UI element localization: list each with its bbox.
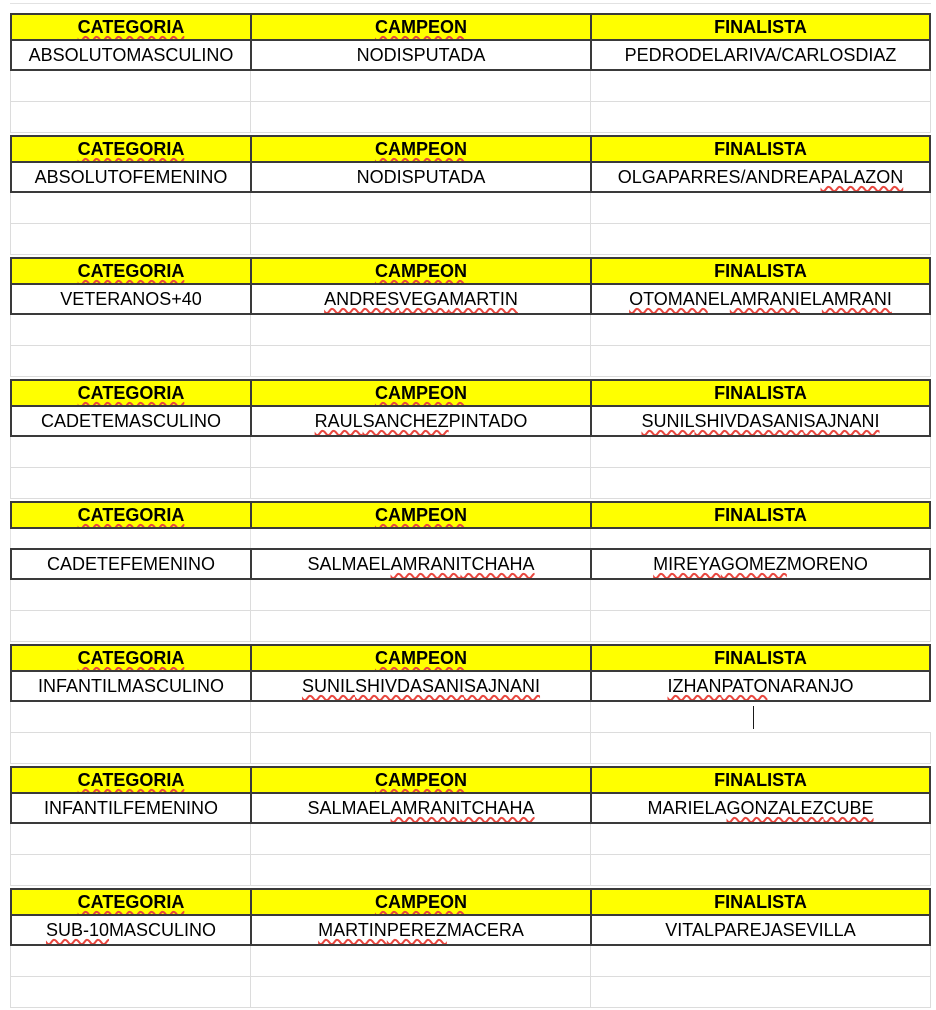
results-table bbox=[10, 888, 931, 1008]
word: SEVILLA bbox=[782, 919, 856, 940]
word: / bbox=[740, 166, 746, 187]
word: DIAZ bbox=[855, 44, 897, 65]
misspelled-word: CATEGORIA bbox=[77, 16, 185, 37]
empty-cell[interactable] bbox=[10, 346, 250, 377]
empty-row bbox=[10, 977, 931, 1008]
header-cell-categoria[interactable] bbox=[10, 501, 250, 529]
empty-row bbox=[10, 224, 931, 255]
gap-cell[interactable] bbox=[250, 529, 590, 548]
header-cell-categoria[interactable] bbox=[10, 13, 250, 41]
word: MARIELA bbox=[647, 797, 727, 818]
empty-cell[interactable] bbox=[250, 977, 590, 1008]
empty-cell[interactable] bbox=[250, 580, 590, 611]
misspelled-word: SUNIL bbox=[301, 675, 355, 696]
misspelled-word: MARTIN bbox=[449, 288, 518, 309]
header-cell-campeon[interactable] bbox=[250, 888, 590, 916]
header-cell-categoria[interactable] bbox=[10, 644, 250, 672]
empty-row bbox=[10, 193, 931, 224]
results-table bbox=[10, 501, 931, 642]
empty-cell[interactable] bbox=[250, 946, 590, 977]
empty-cell[interactable] bbox=[10, 855, 250, 886]
empty-cell[interactable] bbox=[590, 224, 931, 255]
misspelled-word: PALAZON bbox=[820, 166, 904, 187]
word: FINALISTA bbox=[714, 138, 807, 159]
misspelled-word: CATEGORIA bbox=[77, 260, 185, 281]
empty-row bbox=[10, 855, 931, 886]
category-cell[interactable] bbox=[10, 163, 250, 193]
empty-cell[interactable] bbox=[590, 824, 931, 855]
header-cell-campeon[interactable] bbox=[250, 13, 590, 41]
word: MASCULINO bbox=[117, 675, 225, 696]
word: FEMENINO bbox=[120, 553, 216, 574]
empty-cell[interactable] bbox=[250, 71, 590, 102]
word: FINALISTA bbox=[714, 260, 807, 281]
word: PAREJA bbox=[713, 919, 783, 940]
empty-row bbox=[10, 437, 931, 468]
empty-cell[interactable] bbox=[10, 733, 250, 764]
empty-cell[interactable] bbox=[10, 224, 250, 255]
misspelled-word: CATEGORIA bbox=[77, 382, 185, 403]
empty-cell[interactable] bbox=[10, 315, 250, 346]
word: DISPUTADA bbox=[383, 166, 486, 187]
empty-cell[interactable] bbox=[590, 977, 931, 1008]
empty-row bbox=[10, 468, 931, 499]
category-cell[interactable] bbox=[10, 41, 250, 71]
empty-cell[interactable] bbox=[250, 224, 590, 255]
word: MORENO bbox=[786, 553, 868, 574]
word: PINTADO bbox=[448, 410, 528, 431]
finalist-cell[interactable] bbox=[590, 794, 931, 824]
word: INFANTIL bbox=[43, 797, 123, 818]
misspelled-word: AMRANI bbox=[821, 288, 892, 309]
data-row bbox=[10, 41, 931, 71]
word: EL bbox=[368, 553, 391, 574]
misspelled-word: ANDRES bbox=[324, 288, 400, 309]
misspelled-word: CATEGORIA bbox=[77, 769, 185, 790]
word: DE bbox=[688, 44, 714, 65]
header-cell-finalista[interactable] bbox=[590, 766, 931, 794]
empty-cell[interactable] bbox=[590, 580, 931, 611]
word: / bbox=[776, 44, 782, 65]
category-cell[interactable] bbox=[10, 548, 250, 580]
empty-cell[interactable] bbox=[10, 193, 250, 224]
misspelled-word: GONZALEZ bbox=[726, 797, 824, 818]
word: EL bbox=[368, 797, 391, 818]
empty-row bbox=[10, 580, 931, 611]
header-cell-categoria[interactable] bbox=[10, 135, 250, 163]
header-cell-campeon[interactable] bbox=[250, 257, 590, 285]
misspelled-word: SHIVDASANI bbox=[694, 410, 804, 431]
word: MASCULINO bbox=[114, 410, 222, 431]
misspelled-word: SUNIL bbox=[641, 410, 695, 431]
word: FEMENINO bbox=[132, 166, 228, 187]
empty-cell[interactable] bbox=[590, 468, 931, 499]
misspelled-word: CATEGORIA bbox=[77, 891, 185, 912]
empty-cell[interactable] bbox=[10, 580, 250, 611]
word: RIVA bbox=[735, 44, 777, 65]
header-cell-categoria[interactable] bbox=[10, 257, 250, 285]
finalist-cell[interactable] bbox=[590, 548, 931, 580]
empty-cell[interactable] bbox=[10, 437, 250, 468]
word: MASCULINO bbox=[126, 44, 234, 65]
misspelled-word: CAMPEON bbox=[374, 138, 467, 159]
empty-cell[interactable] bbox=[590, 855, 931, 886]
empty-cell[interactable] bbox=[250, 824, 590, 855]
results-table bbox=[10, 257, 931, 377]
data-row bbox=[10, 916, 931, 946]
misspelled-word: SANCHEZ bbox=[362, 410, 449, 431]
champion-cell[interactable] bbox=[250, 407, 590, 437]
finalist-cell[interactable] bbox=[590, 672, 931, 702]
empty-cell[interactable] bbox=[10, 71, 250, 102]
misspelled-word: SHIVDASANI bbox=[354, 675, 464, 696]
misspelled-word: CAMPEON bbox=[374, 504, 467, 525]
misspelled-word: GOMEZ bbox=[720, 553, 787, 574]
word: CADETE bbox=[40, 410, 114, 431]
data-row bbox=[10, 407, 931, 437]
champion-cell[interactable] bbox=[250, 285, 590, 315]
category-cell[interactable] bbox=[10, 407, 250, 437]
finalist-cell[interactable] bbox=[590, 407, 931, 437]
header-row bbox=[10, 644, 931, 672]
word: FINALISTA bbox=[714, 382, 807, 403]
misspelled-word: AMRANI bbox=[390, 797, 461, 818]
empty-cell[interactable] bbox=[250, 468, 590, 499]
empty-cell[interactable] bbox=[590, 315, 931, 346]
empty-row bbox=[10, 824, 931, 855]
sheet-top-gridline bbox=[10, 3, 931, 4]
misspelled-word: AMRANI bbox=[390, 553, 461, 574]
finalist-cell[interactable] bbox=[590, 41, 931, 71]
header-row bbox=[10, 13, 931, 41]
misspelled-word: VEGA bbox=[399, 288, 450, 309]
header-cell-categoria[interactable] bbox=[10, 888, 250, 916]
data-row bbox=[10, 548, 931, 580]
empty-cell[interactable] bbox=[250, 855, 590, 886]
spreadsheet-canvas bbox=[10, 13, 931, 1010]
gap-row bbox=[10, 529, 931, 548]
empty-cell[interactable] bbox=[250, 193, 590, 224]
header-cell-campeon[interactable] bbox=[250, 644, 590, 672]
finalist-cell[interactable] bbox=[590, 285, 931, 315]
empty-cell[interactable] bbox=[10, 468, 250, 499]
header-cell-campeon[interactable] bbox=[250, 135, 590, 163]
category-cell[interactable] bbox=[10, 285, 250, 315]
empty-cell[interactable] bbox=[250, 102, 590, 133]
misspelled-word: CAMPEON bbox=[374, 16, 467, 37]
header-cell-finalista[interactable] bbox=[590, 135, 931, 163]
empty-cell[interactable] bbox=[10, 977, 250, 1008]
empty-cell[interactable] bbox=[250, 315, 590, 346]
word: MACERA bbox=[446, 919, 524, 940]
misspelled-word: CAMPEON bbox=[374, 769, 467, 790]
champion-cell[interactable] bbox=[250, 548, 590, 580]
empty-cell[interactable] bbox=[590, 71, 931, 102]
misspelled-word: CAMPEON bbox=[374, 382, 467, 403]
misspelled-word: CATEGORIA bbox=[77, 504, 185, 525]
word: CARLOS bbox=[781, 44, 856, 65]
misspelled-word: CAMPEON bbox=[374, 260, 467, 281]
header-row bbox=[10, 257, 931, 285]
misspelled-word: CATEGORIA bbox=[77, 647, 185, 668]
word: FINALISTA bbox=[714, 891, 807, 912]
empty-cell[interactable] bbox=[250, 611, 590, 642]
empty-cell[interactable] bbox=[590, 702, 931, 733]
word: EL bbox=[707, 288, 730, 309]
empty-cell[interactable] bbox=[10, 611, 250, 642]
empty-cell[interactable] bbox=[590, 946, 931, 977]
misspelled-word: MIREYA bbox=[653, 553, 721, 574]
empty-cell[interactable] bbox=[590, 193, 931, 224]
results-table bbox=[10, 13, 931, 133]
data-row bbox=[10, 163, 931, 193]
misspelled-word: SAJNANI bbox=[803, 410, 880, 431]
empty-cell[interactable] bbox=[250, 733, 590, 764]
empty-cell[interactable] bbox=[10, 824, 250, 855]
word: FINALISTA bbox=[714, 647, 807, 668]
empty-cell[interactable] bbox=[250, 437, 590, 468]
champion-cell[interactable] bbox=[250, 916, 590, 946]
empty-cell[interactable] bbox=[250, 346, 590, 377]
word: FINALISTA bbox=[714, 16, 807, 37]
header-row bbox=[10, 888, 931, 916]
empty-cell[interactable] bbox=[10, 702, 250, 733]
word: FEMENINO bbox=[123, 797, 219, 818]
empty-cell[interactable] bbox=[250, 702, 590, 733]
header-cell-finalista[interactable] bbox=[590, 13, 931, 41]
header-cell-campeon[interactable] bbox=[250, 379, 590, 407]
word: SALMA bbox=[307, 553, 369, 574]
misspelled-word: SAJNANI bbox=[464, 675, 541, 696]
empty-cell[interactable] bbox=[10, 102, 250, 133]
misspelled-word: AMRANI bbox=[729, 288, 800, 309]
data-row bbox=[10, 794, 931, 824]
empty-row bbox=[10, 102, 931, 133]
misspelled-word: SUB-10 bbox=[45, 919, 109, 940]
header-cell-finalista[interactable] bbox=[590, 379, 931, 407]
misspelled-word: CAMPEON bbox=[374, 891, 467, 912]
empty-cell[interactable] bbox=[10, 946, 250, 977]
text-cursor bbox=[753, 706, 754, 729]
empty-cell[interactable] bbox=[590, 346, 931, 377]
header-cell-finalista[interactable] bbox=[590, 257, 931, 285]
champion-cell[interactable] bbox=[250, 794, 590, 824]
header-cell-campeon[interactable] bbox=[250, 501, 590, 529]
misspelled-word: CATEGORIA bbox=[77, 138, 185, 159]
empty-row bbox=[10, 702, 931, 733]
header-row bbox=[10, 135, 931, 163]
results-table bbox=[10, 135, 931, 255]
word: VETERANOS+40 bbox=[60, 288, 202, 309]
word: ANDREA bbox=[745, 166, 821, 187]
word: FINALISTA bbox=[714, 769, 807, 790]
header-cell-categoria[interactable] bbox=[10, 766, 250, 794]
word: NO bbox=[356, 166, 384, 187]
word: LA bbox=[713, 44, 736, 65]
finalist-cell[interactable] bbox=[590, 916, 931, 946]
word: NO bbox=[356, 44, 384, 65]
header-cell-campeon[interactable] bbox=[250, 766, 590, 794]
misspelled-word: CAMPEON bbox=[374, 647, 467, 668]
header-cell-finalista[interactable] bbox=[590, 888, 931, 916]
category-cell[interactable] bbox=[10, 672, 250, 702]
empty-cell[interactable] bbox=[590, 437, 931, 468]
word: PARRES bbox=[667, 166, 741, 187]
word: FINALISTA bbox=[714, 504, 807, 525]
empty-cell[interactable] bbox=[590, 611, 931, 642]
word: ABSOLUTO bbox=[34, 166, 133, 187]
empty-row bbox=[10, 946, 931, 977]
header-row bbox=[10, 379, 931, 407]
champion-cell[interactable] bbox=[250, 163, 590, 193]
word: SALMA bbox=[307, 797, 369, 818]
empty-row bbox=[10, 315, 931, 346]
results-table bbox=[10, 766, 931, 886]
word: NARANJO bbox=[767, 675, 854, 696]
category-cell[interactable] bbox=[10, 916, 250, 946]
data-row bbox=[10, 672, 931, 702]
category-cell[interactable] bbox=[10, 794, 250, 824]
word: OLGA bbox=[617, 166, 668, 187]
word: VITAL bbox=[665, 919, 714, 940]
header-cell-finalista[interactable] bbox=[590, 501, 931, 529]
word: INFANTIL bbox=[37, 675, 117, 696]
champion-cell[interactable] bbox=[250, 41, 590, 71]
misspelled-word: PATO bbox=[721, 675, 768, 696]
empty-cell[interactable] bbox=[590, 733, 931, 764]
misspelled-word: RAUL bbox=[314, 410, 363, 431]
finalist-cell[interactable] bbox=[590, 163, 931, 193]
empty-row bbox=[10, 733, 931, 764]
results-table bbox=[10, 379, 931, 499]
word: ABSOLUTO bbox=[28, 44, 127, 65]
gap-cell[interactable] bbox=[590, 529, 931, 548]
empty-row bbox=[10, 611, 931, 642]
data-row bbox=[10, 285, 931, 315]
header-row bbox=[10, 766, 931, 794]
empty-row bbox=[10, 346, 931, 377]
empty-cell[interactable] bbox=[590, 102, 931, 133]
word: DISPUTADA bbox=[383, 44, 486, 65]
header-cell-categoria[interactable] bbox=[10, 379, 250, 407]
results-table bbox=[10, 644, 931, 764]
empty-row bbox=[10, 71, 931, 102]
word: MASCULINO bbox=[109, 919, 217, 940]
misspelled-word: OTOMAN bbox=[629, 288, 708, 309]
misspelled-word: TCHAHA bbox=[460, 553, 535, 574]
word: PEDRO bbox=[624, 44, 689, 65]
header-cell-finalista[interactable] bbox=[590, 644, 931, 672]
champion-cell[interactable] bbox=[250, 672, 590, 702]
misspelled-word: MARTIN bbox=[318, 919, 387, 940]
word: EL bbox=[799, 288, 822, 309]
misspelled-word: TCHAHA bbox=[460, 797, 535, 818]
gap-cell[interactable] bbox=[10, 529, 250, 548]
header-row bbox=[10, 501, 931, 529]
misspelled-word: CUBE bbox=[823, 797, 874, 818]
misspelled-word: PEREZ bbox=[386, 919, 447, 940]
word: CADETE bbox=[46, 553, 120, 574]
misspelled-word: IZHAN bbox=[667, 675, 722, 696]
